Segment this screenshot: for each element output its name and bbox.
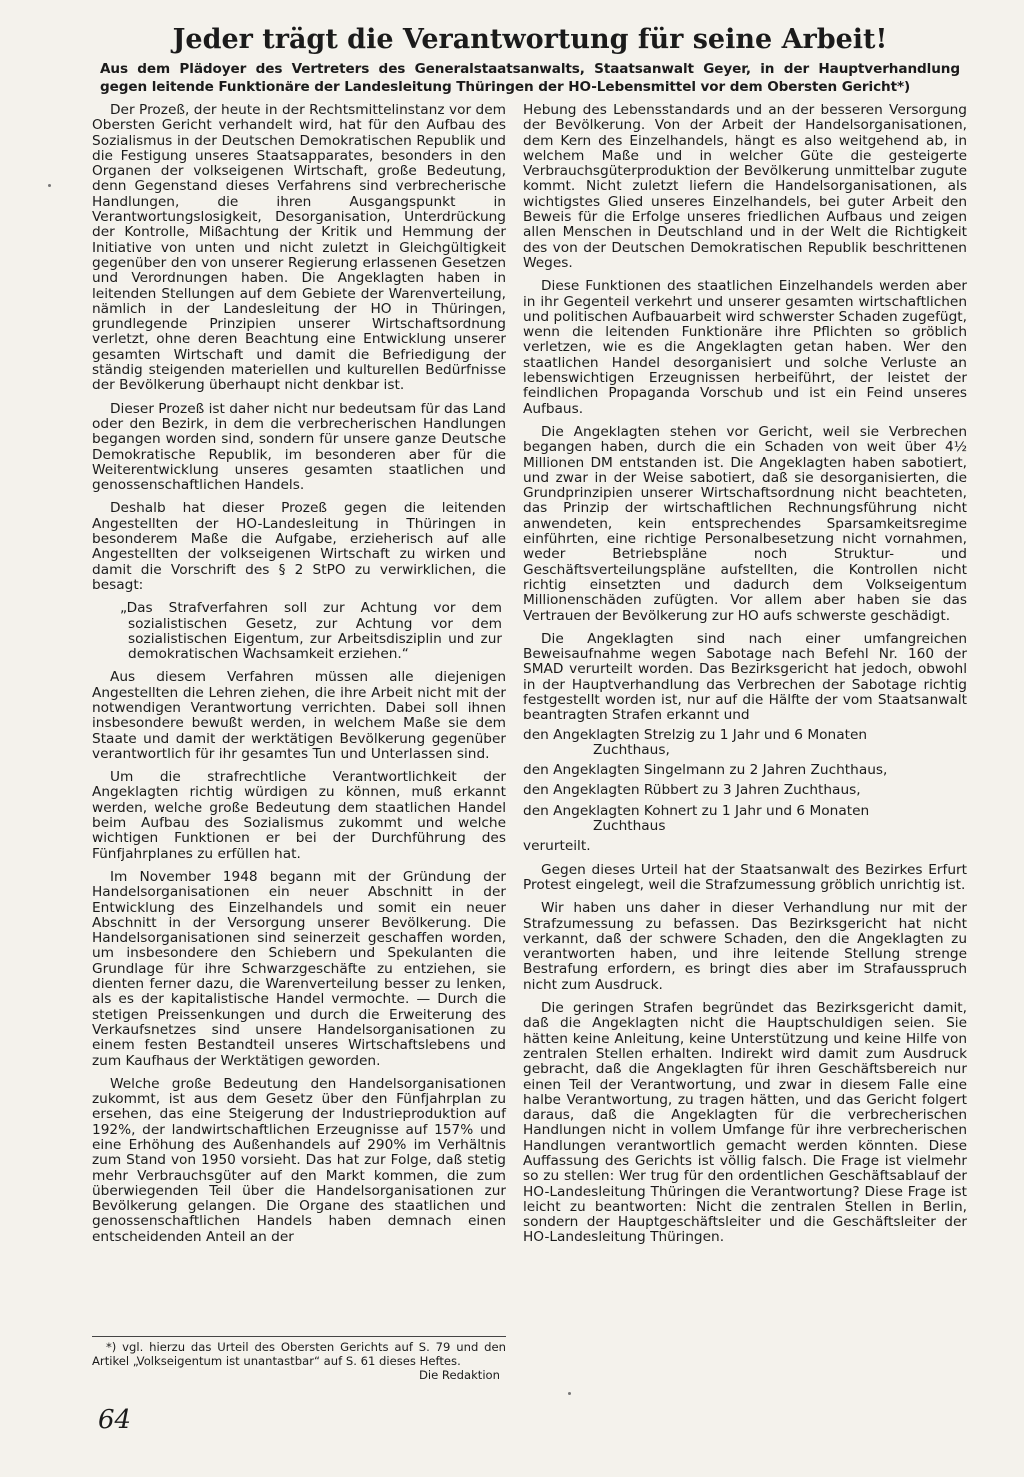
- print-speck: [568, 1392, 571, 1395]
- page-number: 64: [98, 1405, 132, 1435]
- paragraph: Um die strafrechtliche Verantwortlichkeit der Angeklagten richtig würdigen zu können, muß erkannt werden, welche große Bedeutung dem staatlichen Handel beim Aufbau des Sozialismus zukommt und welche wichtigen Funktionen er bei der Durchführung des Fünfjahrplanes zu erfüllen hat.: [92, 769, 506, 862]
- verdict-line: [523, 728, 967, 759]
- paragraph: Die geringen Strafen begründet das Bezirksgericht damit, daß die Angeklagten nicht die Hauptschuldigen seien. Sie hätten keine Anleitung, keine Unterstützung und keine Hilfe von zentralen Stellen erhalten. Indirekt wird damit zum Ausdruck gebracht, daß die Angeklagten für ihren Geschäftsbereich nur einen Teil der Verantwortung, und zwar in diesem Falle eine halbe Verantwortung, zu tragen hätten, und das Gericht folgert daraus, daß die Angeklagten für die verbrecherischen Handlungen nicht in vollem Umfange für ihre verbrecherischen Handlungen verantwortlich gemacht werden könnten. Diese Auffassung des Gerichts ist völlig falsch. Die Frage ist vielmehr so zu stellen: Wer trug für den ordentlichen Geschäftsablauf der HO-Landesleitung Thüringen die Verantwortung? Diese Frage ist leicht zu beantworten: Nicht die zentralen Stellen in Berlin, sondern der Hauptgeschäftsleiter und die Geschäftsleiter der HO-Landesleitung Thüringen.: [523, 1000, 967, 1246]
- verdict-continuation: Zuchthaus,: [593, 741, 670, 758]
- paragraph: Die Angeklagten sind nach einer umfangreichen Beweisaufnahme wegen Sabotage nach Befehl Nr. 160 der SMAD verurteilt worden. Das Bezirksgericht hat jedoch, obwohl in der Hauptverhandlung das Verbrechen der Sabotage richtig festgestellt worden ist, nur auf die Hälfte der vom Staatsanwalt beantragten Strafen erkannt und: [523, 630, 967, 724]
- verdict-text: den Angeklagten Rübbert zu 3 Jahren Zuchthaus,: [523, 782, 861, 799]
- paragraph: Dieser Prozeß ist daher nicht nur bedeutsam für das Land oder den Bezirk, in dem die verbrecherischen Handlungen begangen worden sind, sondern für unsere ganze Deutsche Demokratische Republik, im besonderen aber für die Weiterentwicklung unseres gesamten staatlichen und genossenschaftlichen Handels.: [92, 400, 506, 494]
- paragraph: Wir haben uns daher in dieser Verhandlung nur mit der Strafzumessung zu befassen. Das Bezirksgericht hat nicht verkannt, daß der schwere Schaden, den die Angeklagten zu verantworten haben, und ihre leitende Stellung strenge Bestrafung erfordern, es bringt dies aber im Strafausspruch nicht zum Ausdruck.: [523, 900, 967, 993]
- print-speck: [48, 184, 51, 187]
- verdict-line: [523, 783, 967, 798]
- paragraph: Der Prozeß, der heute in der Rechtsmittelinstanz vor dem Obersten Gericht verhandelt wird, hat für den Aufbau des Sozialismus in der Deutschen Demokratischen Republik und die Festigung unseres Staatsapparates, besonders in den Organen der volkseigenen Wirtschaft, große Bedeutung, denn Gegenstand dieses Verfahrens sind verbrecherische Handlungen, die ihren Ausgangspunkt in Verantwortungslosigkeit, Desorganisation, Unterdrückung der Kontrolle, Mißachtung der Kritik und Hemmung der Initiative von unten und nicht zuletzt in Gleichgültigkeit gegenüber den von unserer Regierung erlassenen Gesetzen und Verordnungen haben. Die Angeklagten haben in leitenden Stellungen auf dem Gebiete der Warenverteilung, nämlich in der Landesleitung der HO in Thüringen, grundlegende Prinzipien unserer Wirtschaftsordnung verletzt, ohne deren Beachtung eine Entwicklung unserer gesamten Wirtschaft und damit die Befriedigung der ständig steigenden materiellen und kulturellen Bedürfnisse der Bevölkerung überhaupt nicht denkbar ist.: [92, 102, 506, 394]
- article-title: Jeder trägt die Verantwortung für seine Arbeit!: [172, 24, 888, 55]
- paragraph: Aus diesem Verfahren müssen alle diejenigen Angestellten die Lehren ziehen, die ihre Arbeit nicht mit der notwendigen Verantwortung verrichten. Dabei soll ihnen insbesondere bewußt werden, in welchem Maße sie dem Staate und damit der werktätigen Bevölkerung gegenüber verantwortlich für ihr gesamtes Tun und Unterlassen sind.: [92, 669, 506, 762]
- paragraph: Deshalb hat dieser Prozeß gegen die leitenden Angestellten der HO-Landesleitung in Thüringen in besonderem Maße die Aufgabe, erzieherisch auf alle Angestellten der volkseigenen Wirtschaft zu wirken und damit die Vorschrift des § 2 StPO zu verwirklichen, die besagt:: [92, 500, 506, 593]
- footnote: [92, 1336, 506, 1382]
- verdict-continuation: Zuchthaus: [593, 818, 666, 835]
- verdict-text: den Angeklagten Kohnert zu 1 Jahr und 6 Monaten: [523, 802, 870, 819]
- verdict-closing: verurteilt.: [523, 838, 591, 855]
- verdict-text: den Angeklagten Strelzig zu 1 Jahr und 6 Monaten: [523, 726, 868, 743]
- quotation: „Das Strafverfahren soll zur Achtung vor dem sozialistischen Gesetz, zur Achtung vor dem sozialistischen Eigentum, zur Arbeitsdisziplin und zur demokratischen Wachsamkeit erziehen.“: [120, 600, 502, 663]
- paragraph: Welche große Bedeutung den Handelsorganisationen zukommt, ist aus dem Gesetz über den Fünfjahrplan zu ersehen, das eine Steigerung der Industrieproduktion auf 192%, der landwirtschaftlichen Erzeugnisse auf 157% und eine Erhöhung des Außenhandels auf 290% im Verhältnis zum Stand von 1950 vorsieht. Das hat zur Folge, daß stetig mehr Verbrauchsgüter auf den Markt kommen, die zum überwiegenden Teil über die Handelsorganisationen zur Bevölkerung gelangen. Die Organe des staatlichen und genossenschaftlichen Handels haben demnach einen entscheidenden Anteil an der: [92, 1075, 506, 1245]
- footnote-signature: Die Redaktion: [418, 1368, 500, 1382]
- paragraph: Die Angeklagten stehen vor Gericht, weil sie Verbrechen begangen haben, durch die ein Schaden von weit über 4½ Millionen DM entstanden ist. Die Angeklagten haben sabotiert, und zwar in der Weise sabotiert, daß sie desorganisierten, die Grundprinzipien unserer Wirtschaftsordnung nicht beachteten, das Prinzip der wirtschaftlichen Rechnungsführung nicht anwendeten, kein entsprechendes Sparsamkeitsregime einführten, eine richtige Personalbesetzung nicht vornahmen, weder Betriebspläne noch Struktur- und Geschäftsverteilungspläne aufstellten, die Kontrollen nicht richtig einsetzten und dadurch dem Volkseigentum Millionenschäden zufügten. Vor allem aber haben sie das Vertrauen der Bevölkerung zur HO aufs schwerste geschädigt.: [523, 423, 967, 624]
- verdict-line: [523, 763, 967, 778]
- left-column: [92, 103, 506, 1253]
- paragraph: Gegen dieses Urteil hat der Staatsanwalt des Bezirkes Erfurt Protest eingelegt, weil die Strafzumessung gröblich unrichtig ist.: [523, 861, 967, 893]
- paragraph: Hebung des Lebensstandards und an der besseren Versorgung der Bevölkerung. Von der Arbeit der Handelsorganisationen, dem Kern des Einzelhandels, hängt es also weitgehend ab, in welchem Maße und in welcher Güte die gesteigerte Verbrauchsgüterproduktion der Bevölkerung unmittelbar zugute kommt. Nicht zuletzt liefern die Handelsorganisationen, als wichtigstes Glied unseres Einzelhandels, bei guter Arbeit den Beweis für die Erfolge unseres friedlichen Aufbaus und zeigen allen Menschen in Deutschland und in der Welt die Richtigkeit des von der Deutschen Demokratischen Republik beschrittenen Weges.: [523, 102, 967, 271]
- verdict-line: [523, 804, 967, 835]
- verdict-text: den Angeklagten Singelmann zu 2 Jahren Zuchthaus,: [523, 762, 888, 779]
- paragraph: Diese Funktionen des staatlichen Einzelhandels werden aber in ihr Gegenteil verkehrt und unserer gesamten wirtschaftlichen und politischen Aufbauarbeit wird schwerster Schaden zugefügt, wenn die leitenden Funktionäre ihre Pflichten so gröblich verletzen, wie es die Angeklagten getan haben. Wer den staatlichen Handel desorganisiert und solche Verluste an lebenswichtigen Erzeugnissen herbeiführt, der leistet der feindlichen Propaganda Vorschub und ist ein Feind unseres Aufbaus.: [523, 278, 967, 417]
- right-column: [523, 103, 967, 1254]
- article-subtitle: Aus dem Plädoyer des Vertreters des Generalstaatsanwalts, Staatsanwalt Geyer, in der Hauptverhandlung gegen leitende Funktionäre der Landesleitung Thüringen der HO-Lebensmittel vor dem Obersten Gericht*): [100, 61, 960, 95]
- footnote-text: *) vgl. hierzu das Urteil des Obersten Gerichts auf S. 79 und den Artikel „Volkseigentum ist unantastbar“ auf S. 61 dieses Heftes.: [92, 1340, 506, 1368]
- paragraph: Im November 1948 begann mit der Gründung der Handelsorganisationen ein neuer Abschnitt in der Entwicklung des Einzelhandels und somit ein neuer Abschnitt in der Versorgung unserer Bevölkerung. Die Handelsorganisationen sind seinerzeit geschaffen worden, um insbesondere den Schiebern und Spekulanten die Grundlage für ihre Schwarzgeschäfte zu entziehen, sie dienten ferner dazu, die Warenverteilung besser zu lenken, als es der kapitalistische Handel vermochte. — Durch die stetigen Preissenkungen und durch die Erweiterung des Verkaufsnetzes sind unsere Handelsorganisationen zu einem festen Bestandteil unseres Wirtschaftslebens und zum Kaufhaus der Werktätigen geworden.: [92, 868, 506, 1069]
